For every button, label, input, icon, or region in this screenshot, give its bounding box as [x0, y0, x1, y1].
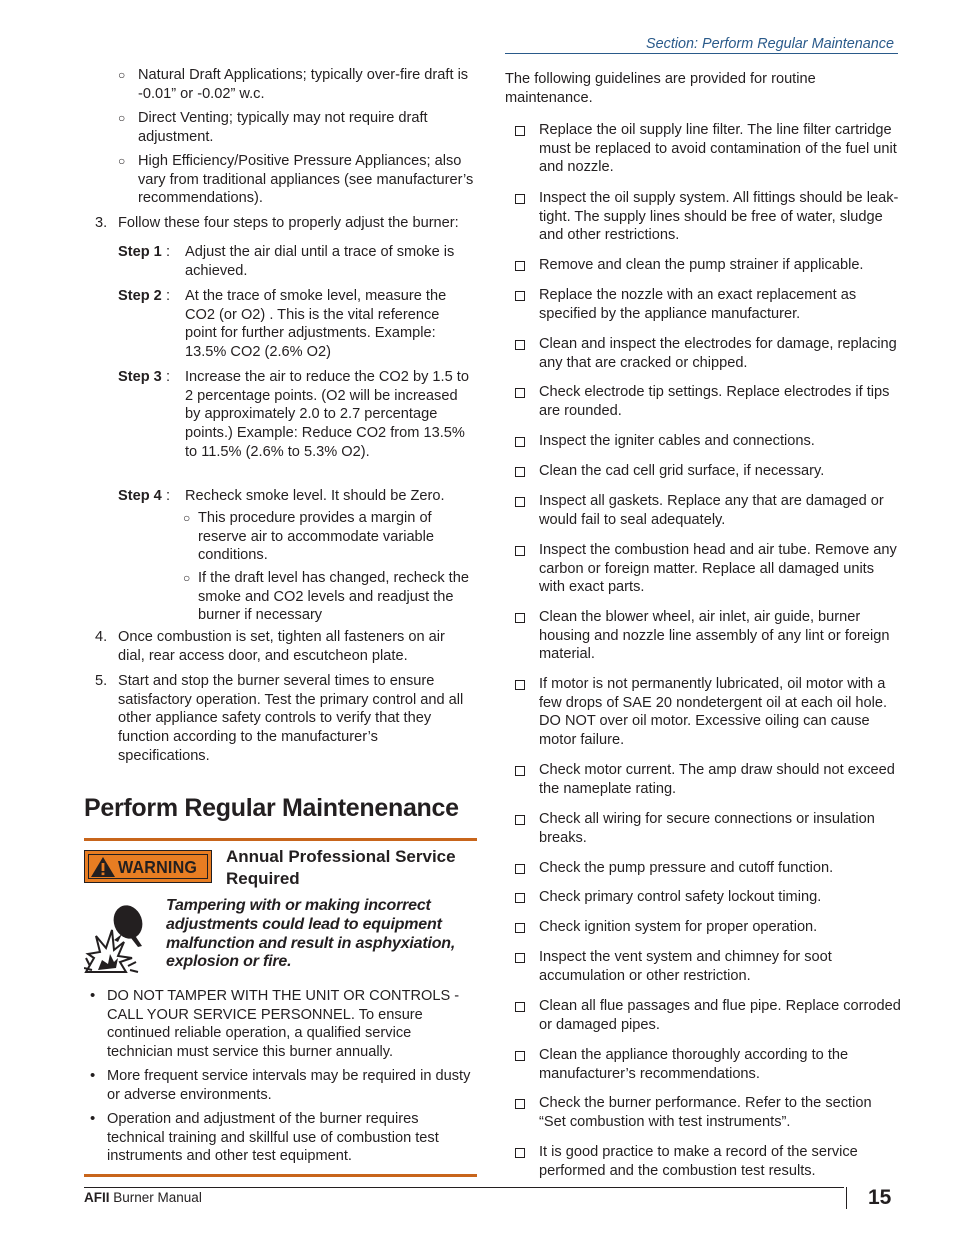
explosion-hazard-icon: [84, 896, 160, 974]
checklist-item-text: Check electrode tip settings. Replace electrodes if tips are rounded.: [539, 384, 890, 419]
checklist-item-text: Inspect the igniter cables and connections.: [539, 433, 815, 449]
warning-triangle-icon: [90, 856, 116, 878]
orange-rule: [84, 1174, 477, 1177]
checkbox-square-icon: [515, 766, 525, 776]
checklist-item-text: Inspect all gaskets. Replace any that are damaged or would fail to seal adequately.: [539, 493, 884, 528]
manual-title: AFII Burner Manual: [84, 1190, 202, 1205]
checkbox-square-icon: [515, 680, 525, 690]
checklist-item-text: If motor is not permanently lubricated, oil motor with a few drops of SAE 20 nondetergent oil at each oil hole. DO NOT over oil motor. Excessive oiling can cause motor failure.: [539, 676, 888, 749]
checkbox-square-icon: [515, 1148, 525, 1158]
checkbox-square-icon: [515, 1002, 525, 1012]
circle-bullet-icon: ○: [118, 111, 126, 125]
checkbox-square-icon: [515, 613, 525, 623]
bullet-icon: •: [90, 987, 96, 1004]
checkbox-square-icon: [515, 893, 525, 903]
section-heading: Perform Regular Maintenenance: [84, 794, 459, 822]
checkbox-square-icon: [515, 546, 525, 556]
checklist-item-text: Clean the blower wheel, air inlet, air guide, burner housing and nozzle line assembly of any lint or foreign material.: [539, 609, 890, 663]
checkbox-square-icon: [515, 815, 525, 825]
warning-badge: [84, 850, 212, 883]
circle-bullet-icon: ○: [183, 571, 191, 585]
checklist-item-text: Clean and inspect the electrodes for damage, replacing any that are cracked or chipped.: [539, 336, 897, 371]
checklist-item-text: Check motor current. The amp draw should not exceed the nameplate rating.: [539, 762, 895, 797]
maintenance-intro: The following guidelines are provided for routine maintenance.: [505, 71, 816, 106]
checkbox-square-icon: [515, 1051, 525, 1061]
checklist-item-text: Replace the oil supply line filter. The line filter cartridge must be replaced to avoid contamination of the fuel unit and nozzle.: [539, 122, 897, 176]
footer-divider: [846, 1187, 847, 1209]
checkbox-square-icon: [515, 437, 525, 447]
warning-title: Annual Professional Service Required: [226, 847, 456, 888]
warning-word: WARNING: [118, 857, 198, 877]
footer-rule: [84, 1187, 844, 1188]
section-header: Section: Perform Regular Maintenance: [646, 36, 894, 52]
checklist-item-text: Inspect the vent system and chimney for soot accumulation or other restriction.: [539, 949, 832, 984]
checklist-item-text: It is good practice to make a record of the service performed and the combustion test results.: [539, 1144, 858, 1179]
page-number: 15: [868, 1186, 892, 1209]
checkbox-square-icon: [515, 864, 525, 874]
checkbox-square-icon: [515, 261, 525, 271]
checklist-item-text: Check the burner performance. Refer to the section “Set combustion with test instruments”.: [539, 1095, 872, 1130]
checklist-item-text: Check ignition system for proper operation.: [539, 919, 818, 935]
checkbox-square-icon: [515, 126, 525, 136]
checklist-item-text: Clean the appliance thoroughly according to the manufacturer’s recommendations.: [539, 1047, 849, 1082]
checklist-item-text: Replace the nozzle with an exact replacement as specified by the appliance manufacturer.: [539, 287, 857, 322]
bullet-icon: •: [90, 1110, 96, 1127]
checkbox-square-icon: [515, 953, 525, 963]
checklist-item-text: Remove and clean the pump strainer if applicable.: [539, 257, 864, 273]
checklist-item-text: Check primary control safety lockout timing.: [539, 889, 822, 905]
checkbox-square-icon: [515, 291, 525, 301]
checkbox-square-icon: [515, 923, 525, 933]
checkbox-square-icon: [515, 194, 525, 204]
checkbox-square-icon: [515, 340, 525, 350]
warning-text: Tampering with or making incorrect adjustments could lead to equipment malfunction and result in asphyxiation, explosion or fire.: [166, 897, 456, 971]
header-rule: [505, 53, 898, 54]
checklist-item-text: Inspect the combustion head and air tube. Remove any carbon or foreign matter. Replace all damaged units with exact parts.: [539, 542, 897, 596]
bullet-icon: •: [90, 1067, 96, 1084]
checklist-item-text: Check all wiring for secure connections or insulation breaks.: [539, 811, 875, 846]
checklist-item-text: Clean the cad cell grid surface, if necessary.: [539, 463, 825, 479]
checklist-item-text: Check the pump pressure and cutoff function.: [539, 860, 834, 876]
circle-bullet-icon: ○: [118, 68, 126, 82]
circle-bullet-icon: ○: [118, 154, 126, 168]
checklist-item-text: Clean all flue passages and flue pipe. Replace corroded or damaged pipes.: [539, 998, 901, 1033]
checkbox-square-icon: [515, 467, 525, 477]
checkbox-square-icon: [515, 388, 525, 398]
circle-bullet-icon: ○: [183, 511, 191, 525]
checkbox-square-icon: [515, 497, 525, 507]
checkbox-square-icon: [515, 1099, 525, 1109]
checklist-item-text: Inspect the oil supply system. All fittings should be leak-tight. The supply lines should be free of water, sludge and other restrictions.: [539, 190, 899, 244]
orange-rule: [84, 838, 477, 841]
